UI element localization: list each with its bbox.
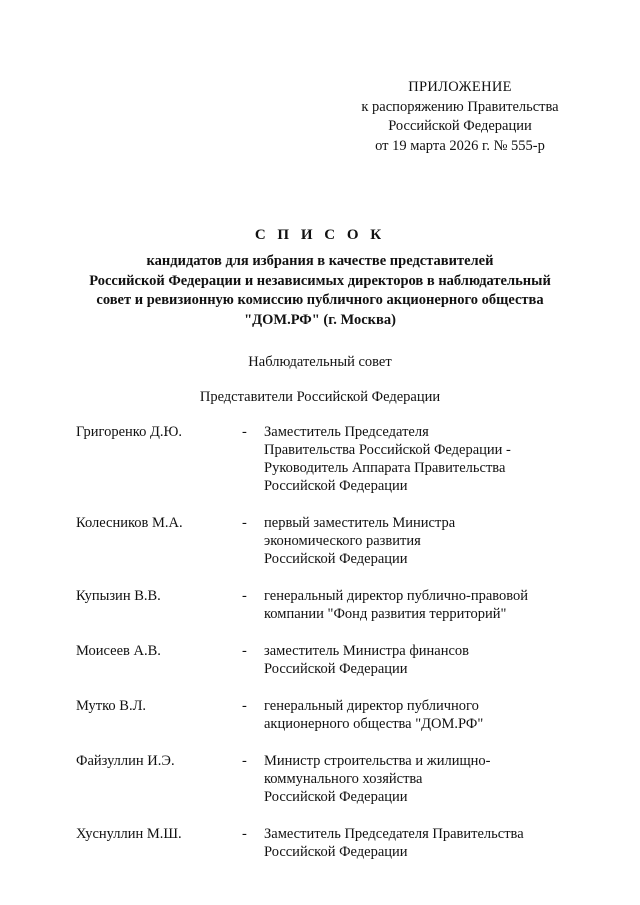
member-name: Григоренко Д.Ю.: [76, 424, 182, 440]
member-position-line: компании "Фонд развития территорий": [264, 606, 507, 622]
member-position-line: генеральный директор публично-правовой: [264, 588, 529, 604]
member-dash: -: [242, 588, 247, 604]
member-position: [264, 587, 576, 623]
member-position: [264, 752, 576, 806]
member-position-line: Российской Федерации: [264, 661, 408, 677]
member-position-line: Министр строительства и жилищно-: [264, 753, 491, 769]
section-title: Наблюдательный совет: [248, 354, 392, 370]
member-row: [76, 825, 576, 861]
member-name: Хуснуллин М.Ш.: [76, 826, 182, 842]
member-dash: -: [242, 698, 247, 714]
member-dash: -: [242, 424, 247, 440]
member-dash: -: [242, 826, 247, 842]
member-position-line: акционерного общества "ДОМ.РФ": [264, 716, 484, 732]
subtitle-line: кандидатов для избрания в качестве представителей: [146, 253, 494, 269]
member-position-line: Российской Федерации: [264, 789, 408, 805]
member-position-line: Заместитель Председателя Правительства: [264, 826, 524, 842]
subtitle-line: Российской Федерации и независимых директоров в наблюдательный: [89, 272, 551, 289]
subtitle-line: совет и ревизионную комиссию публичного акционерного общества: [96, 292, 544, 308]
annex-block: [330, 78, 590, 156]
member-row: [76, 642, 576, 678]
member-position-line: первый заместитель Министра: [264, 515, 456, 531]
member-name: Мутко В.Л.: [76, 698, 147, 714]
member-position-line: коммунального хозяйства: [264, 771, 423, 787]
member-position: [264, 642, 576, 678]
document-subtitle: [40, 252, 600, 330]
member-dash: -: [242, 643, 247, 659]
member-position-line: Руководитель Аппарата Правительства: [264, 460, 506, 476]
annex-line: к распоряжению Правительства: [361, 98, 559, 115]
member-position-line: Российской Федерации: [264, 551, 408, 567]
member-dash: -: [242, 515, 247, 531]
members-list: [76, 423, 576, 880]
annex-date-line: от 19 марта 2026 г. № 555-р: [375, 137, 545, 154]
member-position-line: Российской Федерации: [264, 844, 408, 860]
member-name: Моисеев А.В.: [76, 643, 161, 659]
annex-line: Российской Федерации: [388, 118, 532, 134]
member-position-line: Заместитель Председателя: [264, 424, 429, 440]
member-position-line: экономического развития: [264, 533, 421, 549]
member-row: [76, 514, 576, 568]
member-row: [76, 587, 576, 623]
member-dash: -: [242, 753, 247, 769]
member-row: [76, 423, 576, 495]
member-row: [76, 752, 576, 806]
subtitle-line: "ДОМ.РФ" (г. Москва): [244, 311, 396, 328]
member-name: Колесников М.А.: [76, 515, 183, 531]
member-name: Купызин В.В.: [76, 588, 161, 604]
member-position: [264, 697, 576, 733]
annex-title: ПРИЛОЖЕНИЕ: [408, 79, 512, 95]
member-position-line: Российской Федерации: [264, 478, 408, 494]
member-position: [264, 514, 576, 568]
member-position: [264, 423, 576, 495]
member-position-line: заместитель Министра финансов: [264, 643, 469, 659]
member-position: [264, 825, 576, 861]
section-subtitle: Представители Российской Федерации: [199, 389, 441, 405]
member-position-line: Правительства Российской Федерации -: [264, 442, 511, 458]
document-title: С П И С О К: [254, 227, 386, 243]
member-position-line: генеральный директор публичного: [264, 698, 479, 714]
member-name: Файзуллин И.Э.: [76, 753, 175, 769]
member-row: [76, 697, 576, 733]
